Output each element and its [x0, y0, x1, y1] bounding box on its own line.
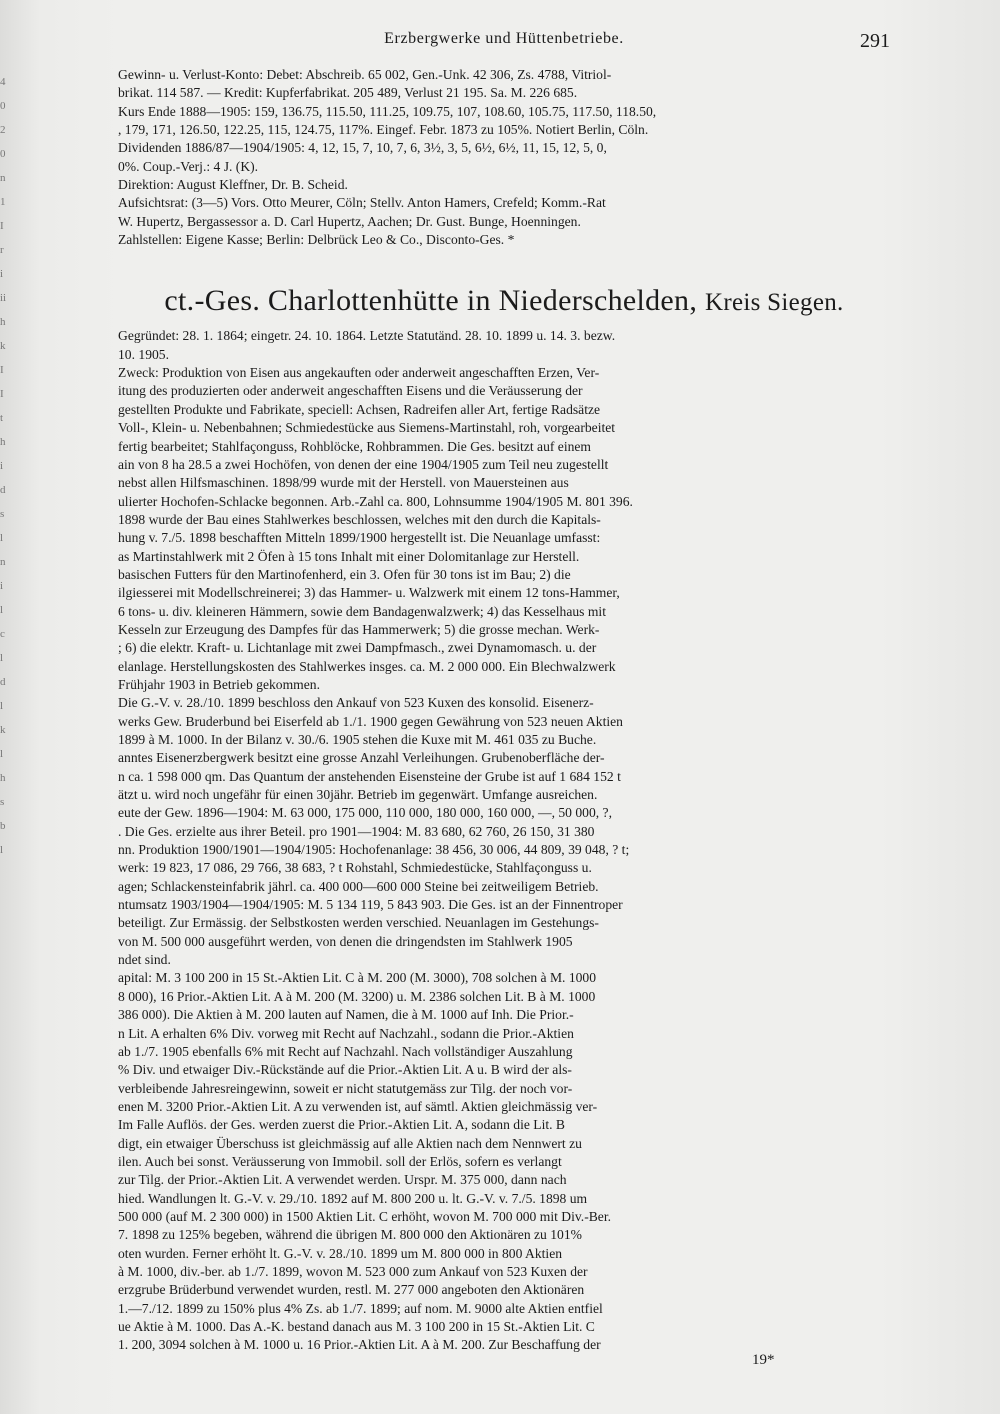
margin-fragment: l [0, 748, 4, 760]
section2-line: ilen. Auch bei sonst. Veräusserung von Immobil. soll der Erlös, sofern es verlangt [118, 1153, 562, 1169]
section2-line: ntumsatz 1903/1904—1904/1905: M. 5 134 119, 5 843 903. Die Ges. ist an der Finnentroper [118, 897, 623, 913]
section2-line: à M. 1000, div.-ber. ab 1./7. 1899, wovon M. 523 000 zum Ankauf von 523 Kuxen der [118, 1263, 588, 1279]
section2-line: ilgiesserei mit Modellschreinerei; 3) das Hammer- u. Walzwerk mit einem 12 tons-Hammer, [118, 585, 620, 601]
margin-fragment: c [0, 628, 5, 640]
margin-fragment: 1 [0, 196, 6, 208]
section2-line: ab 1./7. 1905 ebenfalls 6% mit Recht auf Nachzahl. Nach vollständiger Auszahlung [118, 1043, 573, 1059]
margin-fragment: h [0, 316, 6, 328]
margin-fragment: h [0, 436, 6, 448]
section2-line: 8 000), 16 Prior.-Aktien Lit. A à M. 200 (M. 3200) u. M. 2386 solchen Lit. B à M. 1000 [118, 988, 596, 1004]
section2-line: 1.—7./12. 1899 zu 150% plus 4% Zs. ab 1./7. 1899; auf nom. M. 9000 alte Aktien entfiel [118, 1300, 603, 1316]
margin-fragment: 4 [0, 76, 6, 88]
section2-line: oten wurden. Ferner erhöht lt. G.-V. v. 28./10. 1899 um M. 800 000 in 800 Aktien [118, 1245, 563, 1261]
section2-line: 10. 1905. [118, 346, 169, 362]
section2-line: von M. 500 000 ausgeführt werden, von denen die dringendsten im Stahlwerk 1905 [118, 933, 573, 949]
margin-fragment: h [0, 772, 6, 784]
margin-fragment: ii [0, 292, 7, 304]
section2-line: Kesseln zur Erzeugung des Dampfes für das Hammerwerk; 5) die grosse mechan. Werk- [118, 621, 600, 637]
section2-line: 386 000). Die Aktien à M. 200 lauten auf Namen, die à M. 1000 auf Inh. Die Prior.- [118, 1007, 574, 1023]
section1-line: , 179, 171, 126.50, 122.25, 115, 124.75, 117%. Eingef. Febr. 1873 zu 105%. Notiert Berlin, Cöln. [118, 122, 649, 138]
sheet-signature: 19* [752, 1352, 775, 1368]
margin-fragment: 2 [0, 124, 6, 136]
section2-line: 1899 à M. 1000. In der Bilanz v. 30./6. 1905 stehen die Kuxe mit M. 461 035 zu Buche. [118, 732, 597, 747]
section2-line: digt, ein etwaiger Überschuss ist gleichmässig auf alle Aktien nach dem Nennwert zu [118, 1135, 582, 1151]
margin-fragment: l [0, 652, 4, 664]
section2-line: Zweck: Produktion von Eisen aus angekauften oder anderweit angeschafften Erzen, Ver- [118, 365, 600, 381]
page-header [118, 30, 890, 56]
section2-line: Im Falle Auflös. der Ges. werden zuerst die Prior.-Aktien Lit. A, sodann die Lit. B [118, 1117, 565, 1133]
section2-line: ue Aktie à M. 1000. Das A.-K. bestand danach aus M. 3 100 200 in 15 St.-Aktien Lit. C [118, 1319, 595, 1334]
section-gap [118, 249, 890, 283]
section2-line: erzgrube Brüderbund verwendet wurden, restl. M. 277 000 angeboten den Aktionären [118, 1282, 585, 1298]
margin-fragment: k [0, 724, 6, 736]
section1-line: W. Hupertz, Bergassessor a. D. Carl Hupertz, Aachen; Dr. Gust. Bunge, Hoenningen. [118, 213, 581, 229]
margin-fragment: l [0, 532, 4, 544]
section2-line: elanlage. Herstellungskosten des Stahlwerkes insges. ca. M. 2 000 000. Ein Blechwalzwerk [118, 658, 616, 674]
section2-line: . Die Ges. erzielte aus ihrer Beteil. pro 1901—1904: M. 83 680, 62 760, 26 150, 31 380 [118, 823, 595, 839]
section2-line: ulierter Hochofen-Schlacke begonnen. Arb.-Zahl ca. 800, Lohnsumme 1904/1905 M. 801 396. [118, 493, 633, 509]
margin-fragment: l [0, 604, 4, 616]
section2-line: itung des produzierten oder anderweit angeschafften Eisens und die Veräusserung der [118, 383, 583, 399]
margin-fragment: I [0, 220, 4, 232]
margin-fragment: k [0, 340, 6, 352]
section2-line: hied. Wandlungen lt. G.-V. v. 29./10. 1892 auf M. 800 200 u. lt. G.-V. v. 7./5. 1898 um [118, 1190, 588, 1206]
margin-fragment: i [0, 268, 4, 280]
section2-line: hung v. 7./5. 1898 beschafften Mitteln 1899/1900 hergestellt ist. Die Neuanlage umfasst: [118, 530, 601, 546]
section2-line: verbleibende Jahresreingewinn, soweit er nicht statutgemäss zur Tilg. der noch vor- [118, 1080, 573, 1096]
section2-line: % Div. und etwaiger Div.-Rückstände auf die Prior.-Aktien Lit. A u. B wird der als- [118, 1062, 572, 1078]
section1-line: Kurs Ende 1888—1905: 159, 136.75, 115.50, 111.25, 109.75, 107, 108.60, 105.75, 117.50, 118.50, [118, 103, 657, 119]
margin-fragment: s [0, 508, 5, 520]
margin-fragment: i [0, 580, 4, 592]
section2-line: Gegründet: 28. 1. 1864; eingetr. 24. 10. 1864. Letzte Statutänd. 28. 10. 1899 u. 14. 3. bezw. [118, 328, 616, 344]
section2-line: n ca. 1 598 000 qm. Das Quantum der anstehenden Eisensteine der Grube ist auf 1 684 152 t [118, 768, 621, 784]
section2-line: basischen Futters für den Martinofenherd, ein 3. Ofen für 30 tons ist im Bau; 2) die [118, 566, 571, 582]
section1-line: Direktion: August Kleffner, Dr. B. Scheid. [118, 177, 348, 193]
section2-line: 7. 1898 zu 125% begeben, während die übrigen M. 800 000 den Aktionären zu 101% [118, 1227, 582, 1243]
margin-fragment: b [0, 820, 6, 832]
section2-line: 6 tons- u. div. kleineren Hämmern, sowie dem Bandagenwalzwerk; 4) das Kesselhaus mit [118, 603, 606, 619]
margin-fragment: d [0, 484, 6, 496]
section1-line: Aufsichtsrat: (3—5) Vors. Otto Meurer, Cöln; Stellv. Anton Hamers, Crefeld; Komm.-Rat [118, 195, 606, 211]
section1-line: Zahlstellen: Eigene Kasse; Berlin: Delbrück Leo & Co., Disconto-Ges. * [118, 232, 515, 248]
left-margin-fragments [0, 70, 22, 1370]
section2-line: werk: 19 823, 17 086, 29 766, 38 683, ? t Rohstahl, Schmiedestücke, Stahlfaçonguss u. [118, 860, 592, 876]
page-number: 291 [860, 30, 890, 52]
company-section [118, 327, 890, 1354]
section2-line: 1. 200, 3094 solchen à M. 1000 u. 16 Prior.-Aktien Lit. A à M. 200. Zur Beschaffung der [118, 1337, 601, 1353]
section2-line: 1898 wurde der Bau eines Stahlwerkes beschlossen, welches mit den durch die Kapitals- [118, 511, 601, 527]
margin-fragment: i [0, 460, 4, 472]
section2-line: fertig bearbeitet; Stahlfaçonguss, Rohblöcke, Rohbrammen. Die Ges. besitzt auf einem [118, 438, 592, 454]
previous-company-section [118, 66, 890, 249]
margin-fragment: n [0, 556, 6, 568]
section2-line: ; 6) die elektr. Kraft- u. Lichtanlage mit zwei Dampfmasch., zwei Dynamomasch. u. der [118, 640, 597, 656]
section2-line: n Lit. A erhalten 6% Div. vorweg mit Recht auf Nachzahl., sodann die Prior.-Aktien [118, 1025, 574, 1041]
section1-line: Dividenden 1886/87—1904/1905: 4, 12, 15, 7, 10, 7, 6, 3½, 3, 5, 6½, 6½, 11, 15, 12, 5, 0, [118, 140, 607, 156]
running-head: Erzbergwerke und Hüttenbetriebe. [384, 30, 624, 47]
section2-line: ain von 8 ha 28.5 a zwei Hochöfen, von denen der eine 1904/1905 zum Teil neu zugestellt [118, 456, 609, 472]
margin-fragment: d [0, 676, 6, 688]
margin-fragment: s [0, 796, 5, 808]
section2-line: eute der Gew. 1896—1904: M. 63 000, 175 000, 110 000, 180 000, 160 000, —, 50 000, ?, [118, 805, 612, 821]
section2-line: Die G.-V. v. 28./10. 1899 beschloss den Ankauf von 523 Kuxen des konsolid. Eisenerz- [118, 695, 594, 711]
margin-fragment: n [0, 172, 6, 184]
section2-line: as Martinstahlwerk mit 2 Öfen à 15 tons Inhalt mit einer Dolomitanlage zur Herstell. [118, 548, 580, 564]
section2-line: werks Gew. Bruderbund bei Eiserfeld ab 1./1. 1900 gegen Gewährung von 523 neuen Aktien [118, 713, 623, 729]
section1-line: 0%. Coup.-Verj.: 4 J. (K). [118, 158, 259, 174]
section2-line: ndet sind. [118, 952, 171, 968]
margin-fragment: I [0, 388, 4, 400]
section2-line: nn. Produktion 1900/1901—1904/1905: Hochofenanlage: 38 456, 30 006, 44 809, 39 048, ? t; [118, 842, 630, 858]
margin-fragment: I [0, 364, 4, 376]
section2-line: apital: M. 3 100 200 in 15 St.-Aktien Lit. C à M. 200 (M. 3000), 708 solchen à M. 1000 [118, 970, 597, 986]
section2-line: Voll-, Klein- u. Nebenbahnen; Schmiedestücke aus Siemens-Martinstahl, roh, vorgearbeitet [118, 420, 616, 436]
page-body [118, 66, 890, 1355]
section2-line: agen; Schlackensteinfabrik jährl. ca. 400 000—600 000 Steine bei zeitweiligem Betrieb. [118, 878, 599, 894]
margin-fragment: l [0, 844, 4, 856]
margin-fragment: 0 [0, 100, 6, 112]
section2-line: gestellten Produkte und Fabrikate, speciell: Achsen, Radreifen aller Art, fertige Radsätze [118, 401, 601, 417]
section2-line: 500 000 (auf M. 2 300 000) in 1500 Aktien Lit. C erhöht, wovon M. 700 000 mit Div.-Ber. [118, 1208, 611, 1224]
company-title [118, 283, 890, 321]
section2-line: zur Tilg. der Prior.-Aktien Lit. A verwendet werden. Urspr. M. 375 000, dann nach [118, 1172, 567, 1188]
section2-line: beteiligt. Zur Ermässig. der Selbstkosten werden verschied. Neuanlagen im Gestehungs- [118, 915, 599, 931]
margin-fragment: 0 [0, 148, 6, 160]
company-title-sub: Kreis Siegen. [704, 289, 844, 317]
section2-line: Frühjahr 1903 in Betrieb gekommen. [118, 676, 320, 692]
section2-line: nebst allen Hilfsmaschinen. 1898/99 wurde mit der Herstell. von Mauersteinen aus [118, 475, 569, 491]
margin-fragment: l [0, 700, 4, 712]
section2-line: enen M. 3200 Prior.-Aktien Lit. A zu verwenden ist, auf sämtl. Aktien gleichmässig ver- [118, 1098, 598, 1114]
margin-fragment: r [0, 244, 4, 256]
section1-line: Gewinn- u. Verlust-Konto: Debet: Abschreib. 65 002, Gen.-Unk. 42 306, Zs. 4788, Vitriol- [118, 67, 612, 82]
section1-line: brikat. 114 587. — Kredit: Kupferfabrikat. 205 489, Verlust 21 195. Sa. M. 226 685. [118, 85, 578, 101]
company-title-main: ct.-Ges. Charlottenhütte in Niederschelden, [164, 284, 698, 318]
margin-fragment: t [0, 412, 4, 424]
section2-line: anntes Eisenerzbergwerk besitzt eine grosse Anzahl Verleihungen. Grubenoberfläche der- [118, 750, 605, 766]
section2-line: ätzt u. wird noch ungefähr für einen 30jähr. Betrieb im gegenwärt. Umfange ausreichen. [118, 787, 598, 803]
